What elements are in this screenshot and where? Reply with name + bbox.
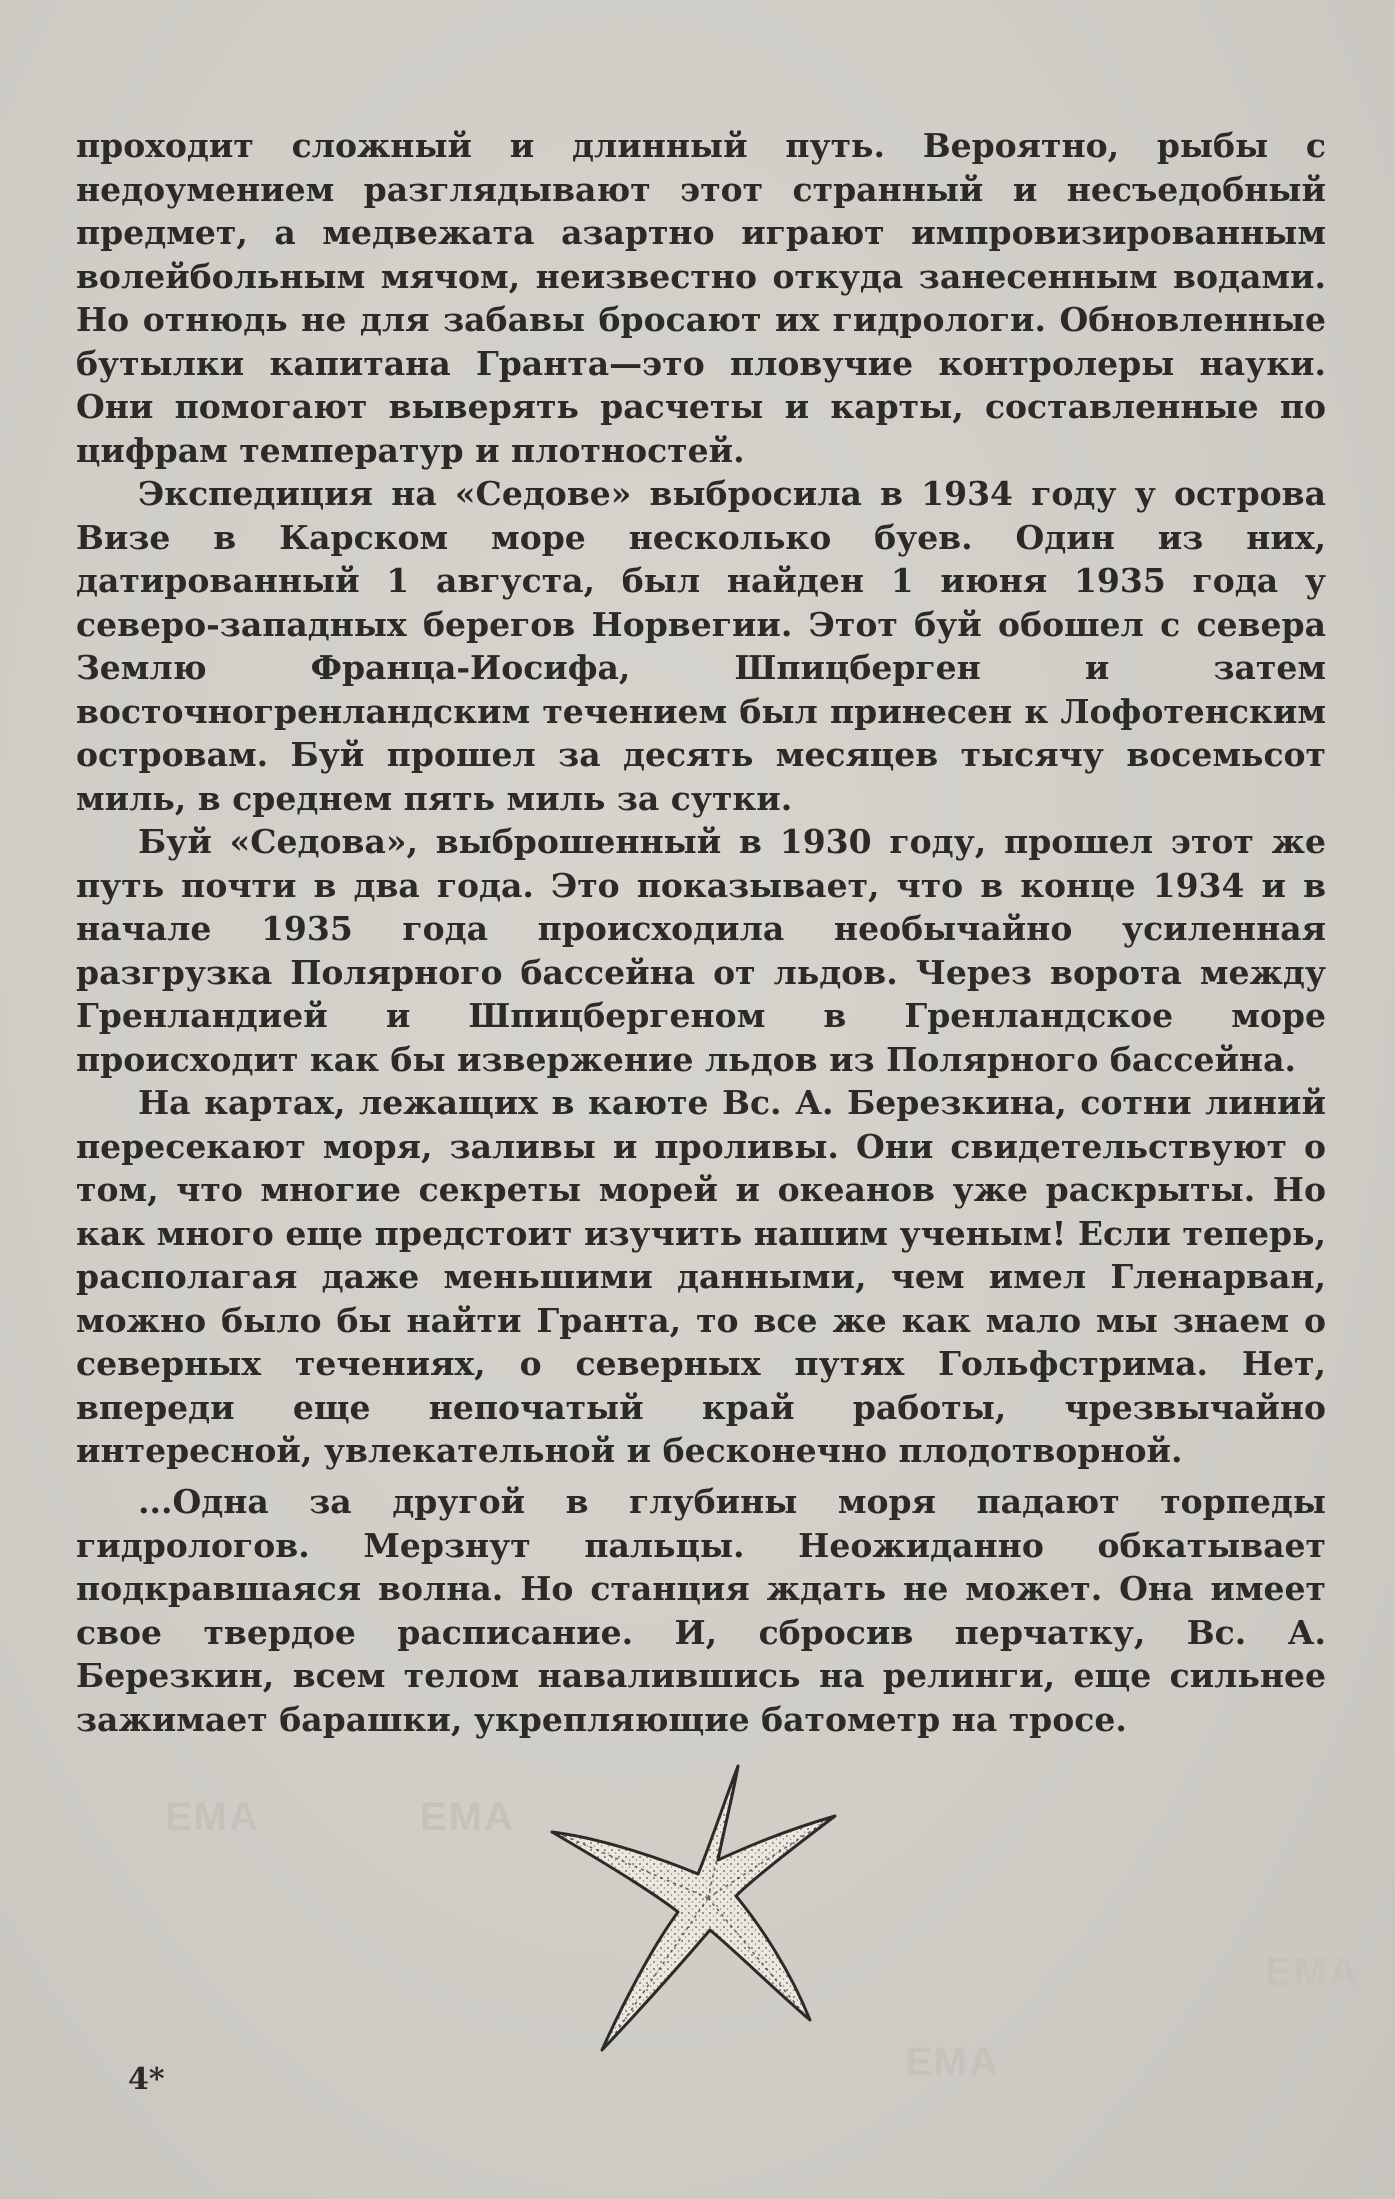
paragraph-continuation: проходит сложный и длинный путь. Вероятно, рыбы с недоумением разглядывают этот странный и несъедобный предмет, а медвежата азартно играют импровизированным волейбольным мячом, неизвестно откуда занесенным водами. Но отнюдь не для забавы бросают их гидрологи. Обновленные бутылки капитана Гранта—это пловучие контролеры науки. Они помогают выверять расчеты и карты, составленные по цифрам температур и плотностей.: [76, 126, 1326, 470]
body-text: [76, 124, 1326, 1473]
paragraph-maps: На картах, лежащих в каюте Вс. А. Березкина, сотни линий пересекают моря, заливы и проливы. Они свидетельствуют о том, что многие секреты морей и океанов уже раскрыты. Но как много еще предстоит изучить нашим ученым! Если теперь, располагая даже меньшими данными, чем имел Гленарван, можно было бы найти Гранта, то все же как мало мы знаем о северных течениях, о северных путях Гольфстрима. Нет, впереди еще непочатый край работы, чрезвычайно интересной, увлекательной и бесконечно плодотворной.: [76, 1083, 1326, 1470]
starfish-texture: [552, 1766, 835, 2050]
closing-section: [76, 1480, 1326, 1741]
signature-mark: 4*: [128, 2062, 165, 2097]
starfish-icon: [540, 1750, 870, 2070]
bleed-through-mark: ЕМА: [165, 1795, 260, 1839]
paragraph-torpedoes: ...Одна за другой в глубины моря падают торпеды гидрологов. Мерзнут пальцы. Неожиданно обкатывает подкравшаяся волна. Но станция ждать не может. Она имеет свое твердое расписание. И, сбросив перчатку, Вс. А. Березкин, всем телом навалившись на релинги, еще сильнее зажимает барашки, укрепляющие батометр на тросе.: [76, 1482, 1326, 1739]
bleed-through-mark: ЕМА: [420, 1795, 515, 1839]
bleed-through-mark: ЕМА: [905, 2040, 1000, 2084]
bleed-through-mark: ЕМА: [1265, 1950, 1360, 1994]
paragraph-sedov-buoy: Буй «Седова», выброшенный в 1930 году, прошел этот же путь почти в два года. Это показывает, что в конце 1934 и в начале 1935 года происходила необычайно усиленная разгрузка Полярного бассейна от льдов. Через ворота между Гренландией и Шпицбергеном в Гренландское море происходит как бы извержение льдов из Полярного бассейна.: [76, 822, 1326, 1079]
paragraph-sedov-expedition: Экспедиция на «Седове» выбросила в 1934 году у острова Визе в Карском море несколько буев. Один из них, датированный 1 августа, был найден 1 июня 1935 года у северо-западных берегов Норвегии. Этот буй обошел с севера Землю Франца-Иосифа, Шпицберген и затем восточногренландским течением был принесен к Лофотенским островам. Буй прошел за десять месяцев тысячу восемьсот миль, в среднем пять миль за сутки.: [76, 474, 1326, 818]
